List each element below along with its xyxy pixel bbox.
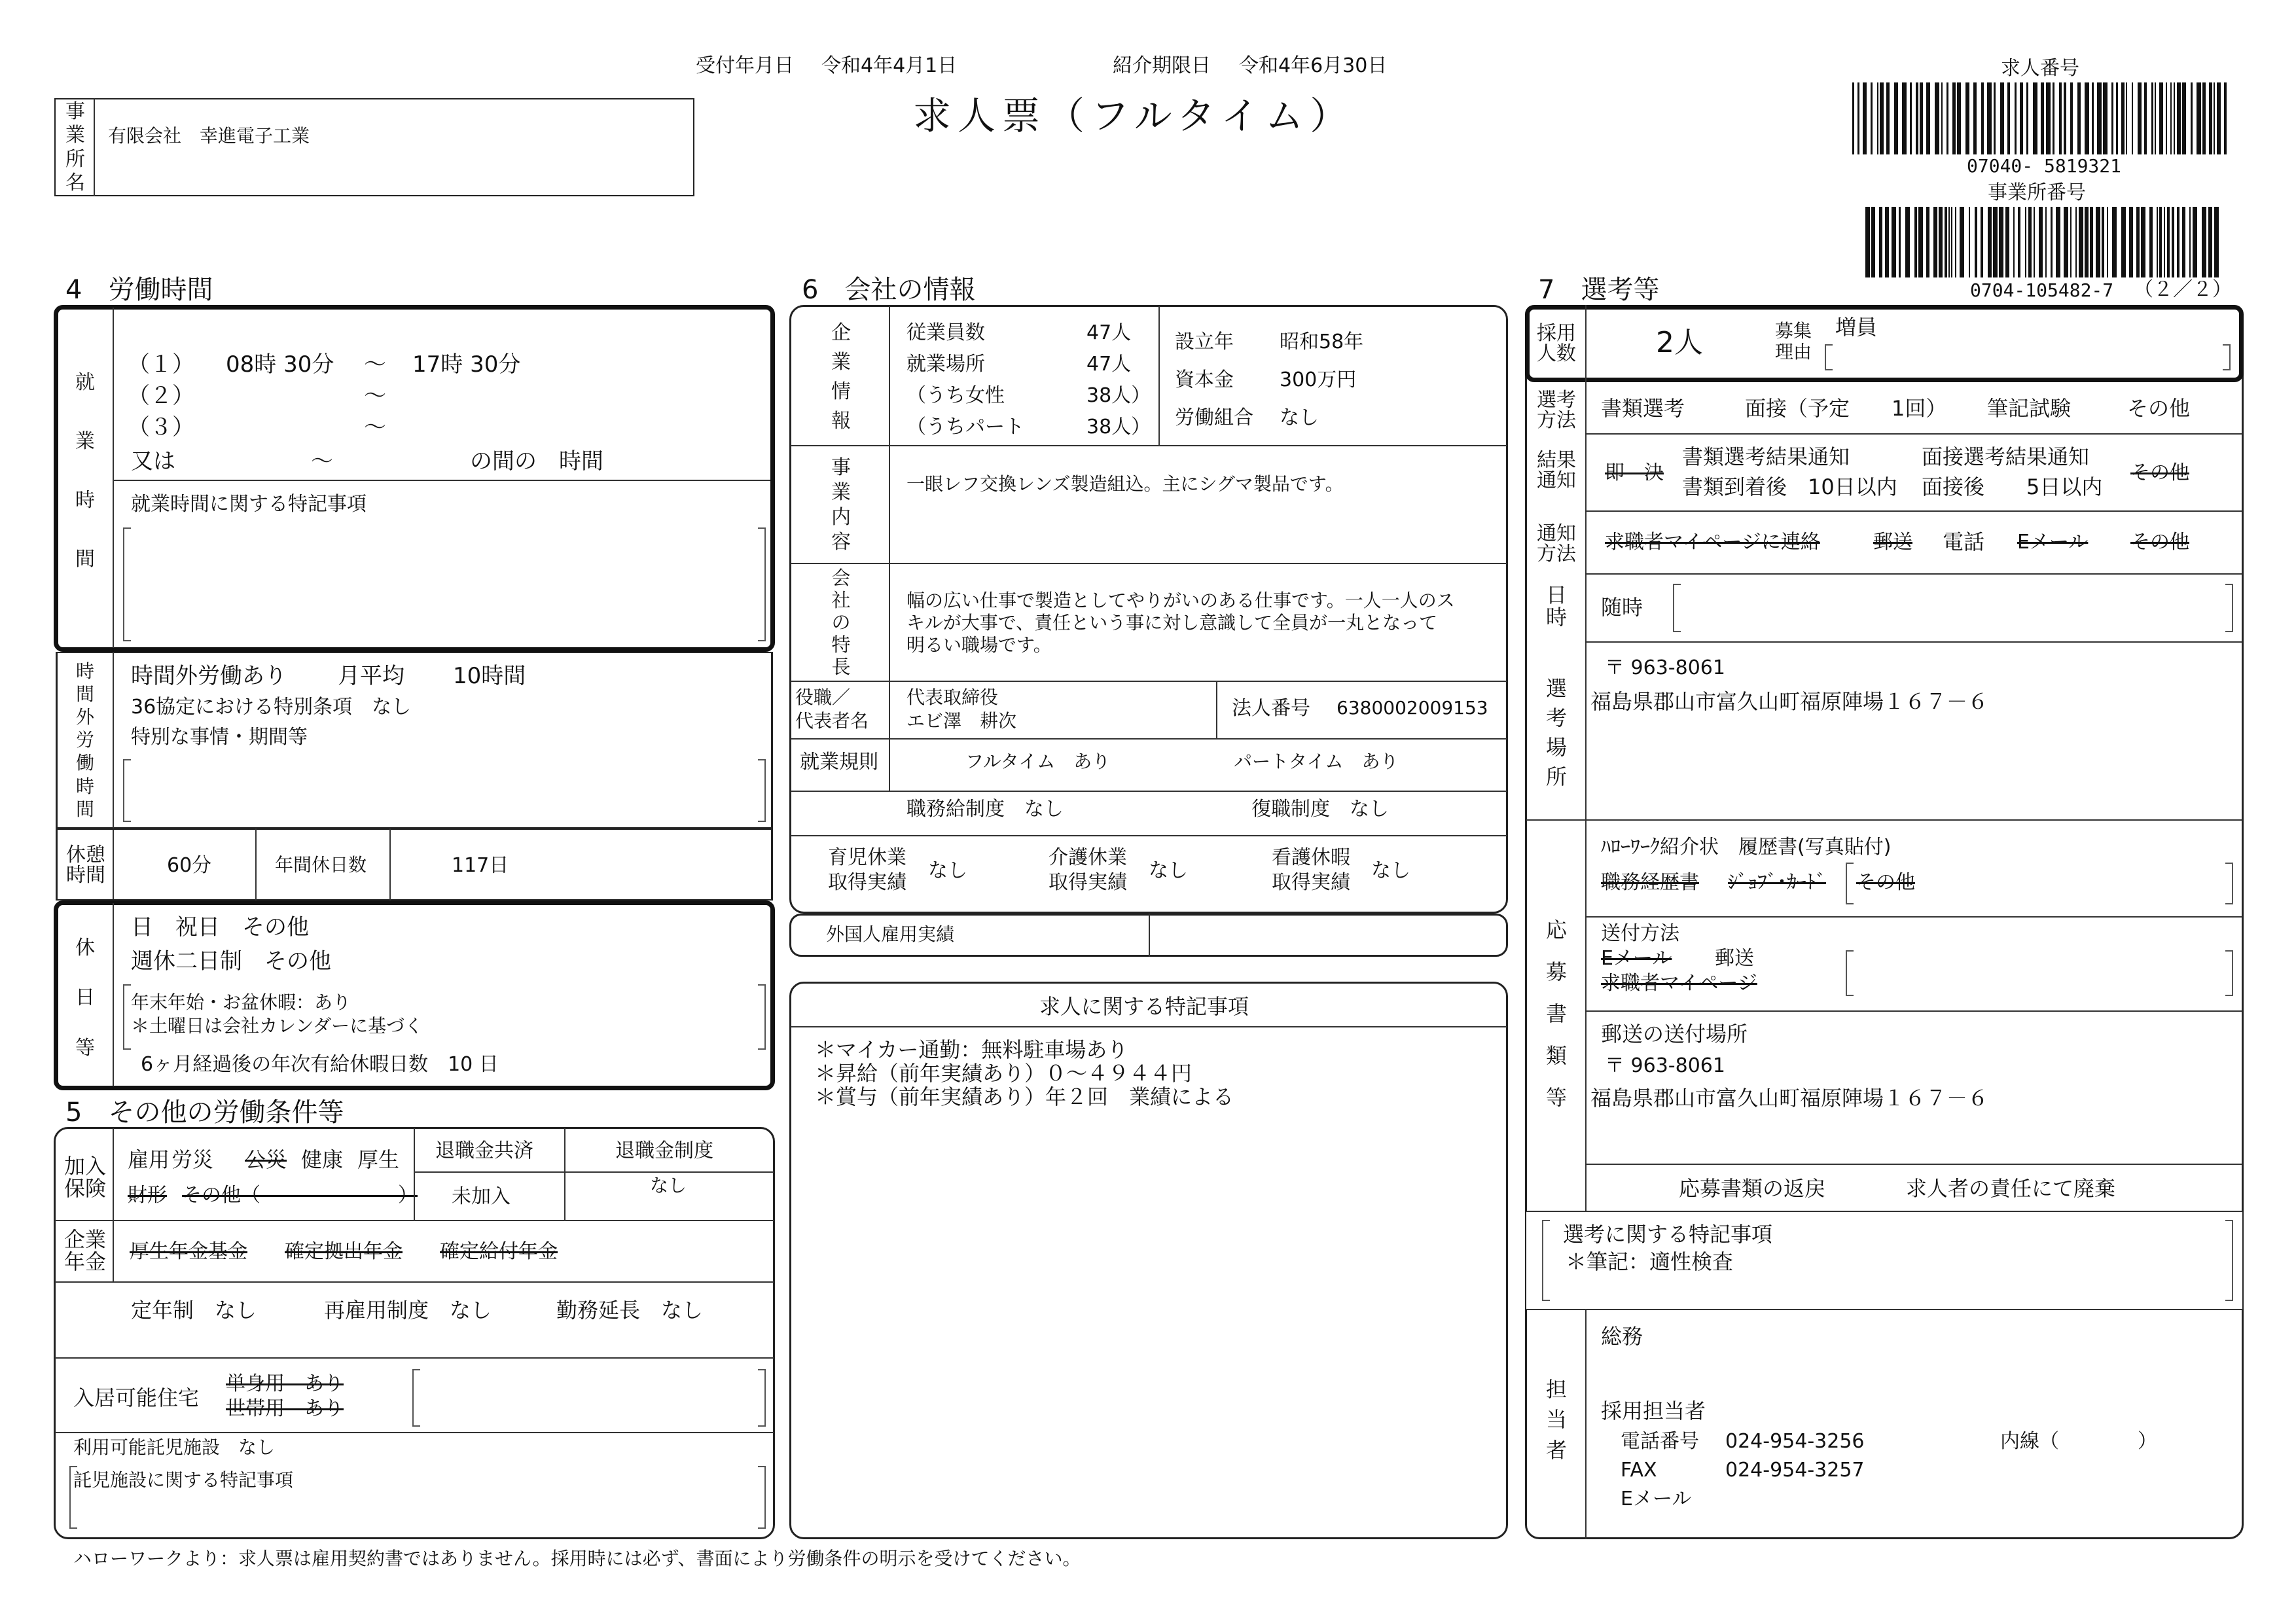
nursing-leave-label-1: 介護休業 xyxy=(1049,846,1127,869)
work-rules-parttime: パートタイム あり xyxy=(1234,751,1399,772)
childcare-note-label: 託児施設に関する特記事項 xyxy=(73,1469,294,1491)
post-zip: 〒 963-8061 xyxy=(1605,1054,1725,1077)
job-pay-system: 職務給制度 なし xyxy=(906,798,1064,821)
job-number-barcode xyxy=(1852,82,2232,154)
special-note-1: ＊マイカー通勤：無料駐車場あり xyxy=(815,1037,1128,1062)
work-rules-label: 就業規則 xyxy=(800,751,878,774)
corp-pension-label: 企業 年金 xyxy=(63,1227,106,1274)
section-5-title: 5 その他の労働条件等 xyxy=(65,1097,344,1128)
post-address: 福島県郡山市富久山町福原陣場１６７－６ xyxy=(1590,1086,1989,1111)
page-number: （２／２） xyxy=(2134,278,2232,301)
features-line-1: 幅の広い仕事で製造としてやりがいのある仕事です。一人一人のス xyxy=(906,590,1455,611)
hours-row1-to: 17時 30分 xyxy=(412,351,521,378)
received-label: 受付年月日 xyxy=(696,54,794,77)
result-other: その他 xyxy=(2130,461,2189,484)
work-extension: 勤務延長 なし xyxy=(556,1298,704,1323)
representative-title: 代表取締役 xyxy=(906,687,999,708)
contact-tel-label: 電話番号 xyxy=(1621,1430,1699,1453)
hours-or-label: 又は xyxy=(131,448,175,474)
hours-row2-no: （２） xyxy=(128,383,194,409)
special-circumstances: 特別な事情・期間等 xyxy=(131,726,308,749)
annual-holidays-label: 年間休日数 xyxy=(275,854,367,876)
hours-row2-tilde: ～ xyxy=(364,383,386,409)
contact-extension: 内線（ ） xyxy=(2000,1430,2157,1453)
docs-resume-work: 職務経歴書 xyxy=(1601,871,1699,894)
office-number: 0704-105482-7 xyxy=(1970,279,2114,301)
contact-person-label: 採用担当者 xyxy=(1601,1399,1706,1423)
representative-label-1: 役職／ xyxy=(795,687,851,708)
received-date: 令和4年4月1日 xyxy=(821,54,958,77)
contact-fax: 024-954-3257 xyxy=(1725,1459,1865,1482)
return-docs-value: 求人者の責任にて廃棄 xyxy=(1906,1176,2116,1201)
sick-leave-value: なし xyxy=(1371,859,1410,882)
section-7-title: 7 選考等 xyxy=(1538,275,1660,305)
retirement-age: 定年制 なし xyxy=(131,1298,257,1323)
corp-pension-2: 確定拠出年金 xyxy=(285,1240,403,1263)
holidays-label: 休 日 等 xyxy=(75,936,95,1060)
paid-leave-days: 6ヶ月経過後の年次有給休暇日数 10 日 xyxy=(141,1053,499,1076)
reason-value: 増員 xyxy=(1835,315,1878,340)
special-note-2: ＊昇給（前年実績あり）０～４９４４円 xyxy=(815,1061,1193,1086)
result-interview-value: 面接後 5日以内 xyxy=(1922,474,2103,499)
job-number-label: 求人番号 xyxy=(2001,57,2079,80)
business-label: 事 業 内 容 xyxy=(831,456,851,554)
monthly-avg-value: 10時間 xyxy=(453,663,526,689)
company-info-label: 企 業 情 報 xyxy=(831,321,851,433)
reason-label-1: 募集 xyxy=(1775,320,1812,342)
work-hours-note-label: 就業時間に関する特記事項 xyxy=(131,493,367,516)
union-value: なし xyxy=(1280,406,1319,429)
employees-value: 47人 xyxy=(1086,321,1132,344)
childcare-leave-value: なし xyxy=(928,859,967,882)
representative-label-2: 代表者名 xyxy=(795,710,869,732)
foreign-employment-label: 外国人雇用実績 xyxy=(826,923,955,945)
monthly-avg-label: 月平均 xyxy=(338,663,404,689)
ins-employment: 雇用 xyxy=(128,1147,170,1172)
office-name-label: 事 業 所 名 xyxy=(65,99,85,194)
result-notice-label: 結果 通知 xyxy=(1537,448,1576,492)
special-note-3: ＊賞与（前年実績あり）年２回 業績による xyxy=(815,1084,1234,1109)
corp-pension-1: 厚生年金基金 xyxy=(130,1240,247,1263)
footer-notice: ハローワークより：求人票は雇用契約書ではありません。採用時には必ず、書面により労働条件の明示を受けてください。 xyxy=(73,1548,1081,1569)
corp-number-label: 法人番号 xyxy=(1232,697,1310,720)
referral-label: 紹介期限日 xyxy=(1113,54,1211,77)
annual-holidays-value: 117日 xyxy=(452,854,509,877)
representative-name: エビ澤 耕次 xyxy=(906,710,1017,732)
break-value: 60分 xyxy=(167,854,212,877)
holidays-days: 日 祝日 その他 xyxy=(131,914,309,940)
housing-family: 世帯用 あり xyxy=(226,1397,344,1420)
hire-count-value: 2人 xyxy=(1656,326,1703,359)
childcare-leave-label-1: 育児休業 xyxy=(828,846,906,869)
work-hours-label: 就 業 時 間 xyxy=(75,371,95,571)
section-6-title: 6 会社の情報 xyxy=(802,275,976,305)
notify-phone: 電話 xyxy=(1943,529,1985,554)
office-number-label: 事業所番号 xyxy=(1988,181,2086,204)
selection-place-zip: 〒 963-8061 xyxy=(1605,656,1725,679)
overtime-value: 時間外労働あり xyxy=(131,663,287,689)
contact-department: 総務 xyxy=(1601,1324,1643,1349)
sick-leave-label-2: 取得実績 xyxy=(1272,871,1350,894)
method-interview: 面接（予定 1回） xyxy=(1745,396,1947,421)
reason-label-2: 理由 xyxy=(1775,341,1812,363)
capital-label: 資本金 xyxy=(1175,368,1234,391)
female-label: （うち女性 xyxy=(906,384,1005,407)
selection-place-label: 選 考 場 所 xyxy=(1545,675,1567,789)
corp-pension-3: 確定給付年金 xyxy=(440,1240,558,1263)
datetime-value: 随時 xyxy=(1601,595,1643,620)
ins-other: その他（ ） xyxy=(182,1184,418,1207)
post-destination-label: 郵送の送付場所 xyxy=(1601,1022,1748,1046)
retire-mutual-label: 退職金共済 xyxy=(435,1139,533,1162)
childcare-facility: 利用可能託児施設 なし xyxy=(73,1436,276,1458)
nursing-leave-label-2: 取得実績 xyxy=(1049,871,1127,894)
corp-number: 6380002009153 xyxy=(1336,697,1488,719)
result-immediate: 即 決 xyxy=(1605,461,1664,484)
break-box xyxy=(56,829,773,901)
ins-accident: 労災 xyxy=(171,1147,214,1172)
retire-system-label: 退職金制度 xyxy=(615,1139,713,1162)
selection-note-value: ＊筆記：適性検査 xyxy=(1566,1249,1734,1274)
result-doc-title: 書類選考結果通知 xyxy=(1682,444,1850,469)
hours-row1-no: （１） xyxy=(128,351,194,378)
holiday-note-2: ＊土曜日は会社カレンダーに基づく xyxy=(131,1015,423,1037)
holiday-note-1: 年末年始・お盆休暇：あり xyxy=(131,991,351,1013)
return-docs-label: 応募書類の返戻 xyxy=(1679,1176,1826,1201)
founded-value: 昭和58年 xyxy=(1280,330,1364,353)
hire-count-label: 採用 人数 xyxy=(1537,321,1576,365)
features-label: 会 社 の 特 長 xyxy=(831,566,851,678)
ins-public: 公災 xyxy=(245,1147,287,1172)
hire-count-box xyxy=(1525,305,2244,382)
referral-date: 令和4年6月30日 xyxy=(1239,54,1388,77)
features-line-2: キルが大事で、責任という事に対し意識して全員が一丸となって xyxy=(906,612,1438,633)
hours-row1-from: 08時 30分 xyxy=(226,351,334,378)
hours-or-tilde: ～ xyxy=(311,448,333,474)
docs-other: その他 xyxy=(1856,871,1915,894)
job-special-notes-title: 求人に関する特記事項 xyxy=(1039,994,1249,1019)
break-label: 休憩 時間 xyxy=(66,843,105,887)
selection-note-title: 選考に関する特記事項 xyxy=(1563,1222,1773,1247)
contact-tel: 024-954-3256 xyxy=(1725,1430,1865,1453)
send-method-label: 送付方法 xyxy=(1601,922,1679,945)
work-rules-fulltime: フルタイム あり xyxy=(965,751,1111,772)
clause-36: 36協定における特別条項 なし xyxy=(131,696,412,719)
send-mypage: 求職者マイページ xyxy=(1601,972,1757,995)
retire-system-value: なし xyxy=(650,1175,687,1196)
notify-mypage: 求職者マイページに連絡 xyxy=(1605,531,1820,554)
sick-leave-label-1: 看護休暇 xyxy=(1272,846,1350,869)
result-interview-title: 面接選考結果通知 xyxy=(1922,444,2090,469)
hours-row3-tilde: ～ xyxy=(364,414,386,440)
insurance-label: 加入 保険 xyxy=(63,1154,106,1201)
employees-label: 従業員数 xyxy=(906,321,985,344)
page-title: 求人票（フルタイム） xyxy=(913,94,1355,138)
part-value: 38人） xyxy=(1086,416,1151,438)
application-docs-label: 応 募 書 類 等 xyxy=(1545,918,1567,1111)
contact-fax-label: FAX xyxy=(1621,1459,1657,1482)
rehire-system: 再雇用制度 なし xyxy=(324,1298,492,1323)
selection-method-label: 選考 方法 xyxy=(1537,388,1576,432)
notify-other: その他 xyxy=(2130,531,2189,554)
hours-between-label: の間の 時間 xyxy=(470,448,603,474)
send-email: Eメール xyxy=(1601,947,1672,970)
office-name-box xyxy=(54,98,694,196)
contact-email-label: Eメール xyxy=(1621,1488,1692,1510)
childcare-leave-label-2: 取得実績 xyxy=(828,871,906,894)
method-written: 筆記試験 xyxy=(1987,396,2072,421)
capital-value: 300万円 xyxy=(1280,368,1357,391)
send-mail: 郵送 xyxy=(1715,947,1754,970)
ins-health: 健康 xyxy=(301,1147,344,1172)
female-value: 38人） xyxy=(1086,384,1151,407)
business-value: 一眼レフ交換レンズ製造組込。主にシグマ製品です。 xyxy=(906,473,1344,495)
part-label: （うちパート xyxy=(906,416,1024,438)
notify-method-label: 通知 方法 xyxy=(1537,522,1576,565)
notify-mail: 郵送 xyxy=(1873,531,1912,554)
ins-zaikei: 財形 xyxy=(128,1184,167,1207)
selection-place-address: 福島県郡山市富久山町福原陣場１６７－６ xyxy=(1590,689,1989,714)
docs-job-card: ｼﾞｮﾌﾞ･ｶｰﾄﾞ xyxy=(1728,871,1826,894)
hours-row3-no: （３） xyxy=(128,414,194,440)
method-other: その他 xyxy=(2127,396,2191,421)
housing-label: 入居可能住宅 xyxy=(73,1385,200,1410)
result-doc-value: 書類到着後 10日以内 xyxy=(1682,474,1897,499)
weekly-two-days-off: 週休二日制 その他 xyxy=(131,948,331,974)
section-4-title: 4 労働時間 xyxy=(65,275,213,305)
union-label: 労働組合 xyxy=(1175,406,1253,429)
workplace-value: 47人 xyxy=(1086,353,1132,376)
office-number-barcode xyxy=(1865,207,2219,277)
features-line-3: 明るい職場です。 xyxy=(906,634,1052,656)
contact-label: 担 当 者 xyxy=(1545,1376,1567,1463)
office-name: 有限会社 幸進電子工業 xyxy=(108,125,310,147)
job-number: 07040- 5819321 xyxy=(1967,155,2122,177)
nursing-leave-value: なし xyxy=(1149,859,1188,882)
founded-label: 設立年 xyxy=(1175,330,1234,353)
docs-required: ﾊﾛｰﾜｰｸ紹介状 履歴書(写真貼付) xyxy=(1601,836,1892,859)
housing-single: 単身用 あり xyxy=(226,1372,344,1395)
retire-mutual-value: 未加入 xyxy=(452,1185,511,1208)
reinstatement-system: 復職制度 なし xyxy=(1251,798,1389,821)
method-documents: 書類選考 xyxy=(1601,396,1685,421)
workplace-label: 就業場所 xyxy=(906,353,985,376)
notify-email: Eメール xyxy=(2017,531,2089,554)
datetime-label: 日 時 xyxy=(1545,582,1567,630)
ins-pension: 厚生 xyxy=(357,1147,400,1172)
hours-row1-tilde: ～ xyxy=(364,351,386,378)
overtime-label: 時 間 外 労 働 時 間 xyxy=(75,660,94,820)
